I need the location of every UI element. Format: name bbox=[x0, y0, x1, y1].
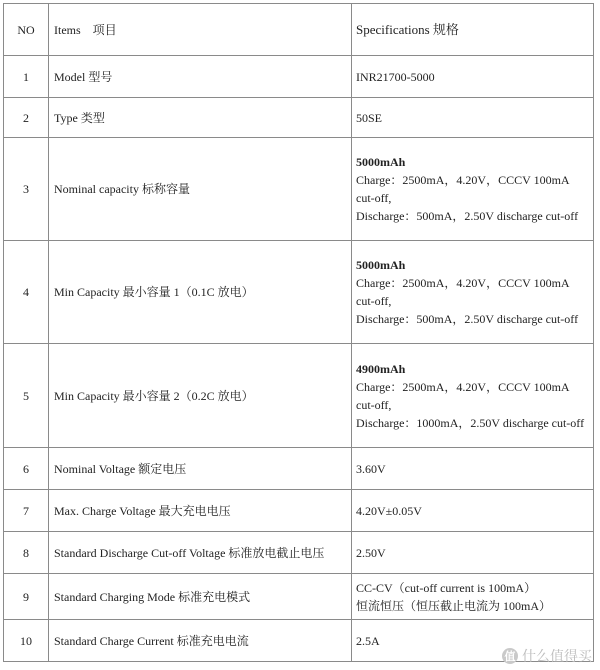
row-no: 2 bbox=[4, 98, 49, 138]
row-spec bbox=[352, 448, 594, 490]
spec-line: 3.60V bbox=[356, 461, 386, 476]
spec-line: 2.50V bbox=[356, 545, 386, 560]
spec-line: Discharge：500mA，2.50V discharge cut-off bbox=[356, 312, 579, 326]
row-spec bbox=[352, 241, 594, 344]
spec-line: 2.5A bbox=[356, 633, 380, 648]
spec-line: INR21700-5000 bbox=[356, 69, 435, 84]
watermark bbox=[502, 646, 592, 666]
spec-line: Charge：2500mA，4.20V，CCCV 100mA bbox=[356, 173, 570, 187]
spec-line: CC-CV（cut-off current is 100mA） bbox=[356, 580, 537, 595]
spec-table bbox=[3, 3, 594, 662]
table-row bbox=[4, 344, 594, 448]
spec-line: 50SE bbox=[356, 110, 383, 125]
row-no: 10 bbox=[4, 620, 49, 662]
row-no: 6 bbox=[4, 448, 49, 490]
header-specifications: Specifications 规格 bbox=[352, 4, 594, 56]
row-spec bbox=[352, 344, 594, 448]
table-row bbox=[4, 574, 594, 620]
row-item: Type 类型 bbox=[49, 98, 352, 138]
row-item: Standard Discharge Cut-off Voltage 标准放电截止电压 bbox=[49, 532, 352, 574]
row-no: 3 bbox=[4, 138, 49, 241]
row-item: Model 型号 bbox=[49, 56, 352, 98]
row-no: 5 bbox=[4, 344, 49, 448]
capacity-value: 5000mAh bbox=[356, 155, 406, 169]
row-item: Nominal Voltage 额定电压 bbox=[49, 448, 352, 490]
spec-line: cut-off, bbox=[356, 191, 392, 205]
table-row bbox=[4, 490, 594, 532]
row-spec bbox=[352, 574, 594, 620]
row-spec bbox=[352, 490, 594, 532]
row-spec bbox=[352, 56, 594, 98]
table-row bbox=[4, 138, 594, 241]
spec-line: cut-off, bbox=[356, 294, 392, 308]
row-spec bbox=[352, 98, 594, 138]
table-header-row bbox=[4, 4, 594, 56]
row-no: 9 bbox=[4, 574, 49, 620]
spec-line: cut-off, bbox=[356, 397, 392, 412]
spec-line: Charge：2500mA，4.20V，CCCV 100mA bbox=[356, 379, 570, 394]
row-item: Standard Charging Mode 标准充电模式 bbox=[49, 574, 352, 620]
row-item: Min Capacity 最小容量 2（0.2C 放电） bbox=[49, 344, 352, 448]
spec-line: 4.20V±0.05V bbox=[356, 503, 422, 518]
header-no: NO bbox=[4, 4, 49, 56]
spec-line: Charge：2500mA，4.20V，CCCV 100mA bbox=[356, 276, 570, 290]
capacity-value: 5000mAh bbox=[356, 258, 406, 272]
row-spec bbox=[352, 532, 594, 574]
row-item: Min Capacity 最小容量 1（0.1C 放电） bbox=[49, 241, 352, 344]
table-row bbox=[4, 532, 594, 574]
row-item: Nominal capacity 标称容量 bbox=[49, 138, 352, 241]
spec-line: Discharge：1000mA，2.50V discharge cut-off bbox=[356, 415, 585, 430]
row-no: 4 bbox=[4, 241, 49, 344]
row-no: 8 bbox=[4, 532, 49, 574]
capacity-value: 4900mAh bbox=[356, 361, 406, 376]
table-row bbox=[4, 241, 594, 344]
row-item: Max. Charge Voltage 最大充电电压 bbox=[49, 490, 352, 532]
spec-line: Discharge：500mA，2.50V discharge cut-off bbox=[356, 209, 579, 223]
watermark-logo-icon: 值 bbox=[502, 648, 518, 664]
row-no: 7 bbox=[4, 490, 49, 532]
row-no: 1 bbox=[4, 56, 49, 98]
watermark-text: 什么值得买 bbox=[522, 649, 592, 665]
table-row bbox=[4, 448, 594, 490]
table-row bbox=[4, 56, 594, 98]
table-row bbox=[4, 98, 594, 138]
row-item: Standard Charge Current 标准充电电流 bbox=[49, 620, 352, 662]
row-spec bbox=[352, 138, 594, 241]
header-items: Items 项目 bbox=[49, 4, 352, 56]
spec-line: 恒流恒压（恒压截止电流为 100mA） bbox=[356, 598, 552, 613]
